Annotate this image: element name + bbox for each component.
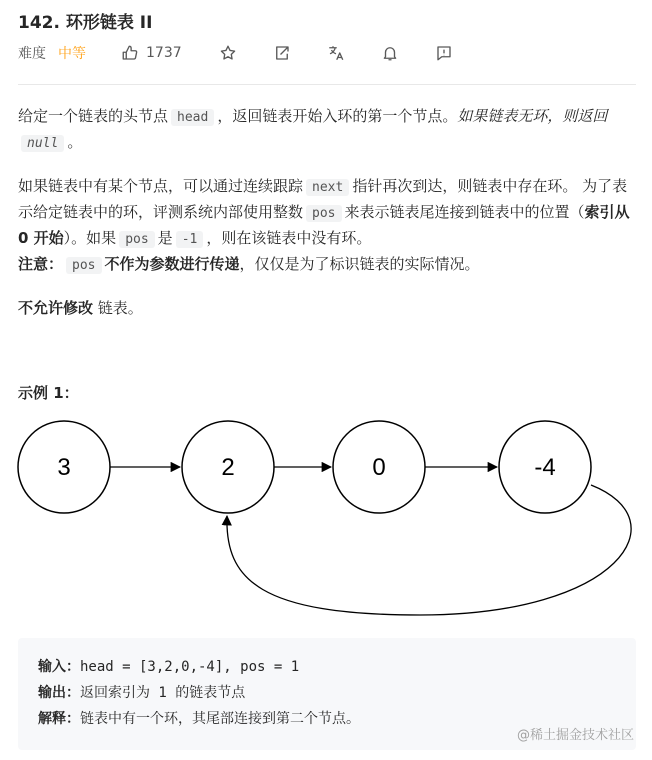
list-node [18,421,110,513]
code-minus-one: -1 [176,231,204,248]
like-count: 1737 [146,45,182,61]
code-null: null [21,135,64,152]
problem-meta [18,42,454,64]
problem-title: 142. 环形链表 II [18,13,153,33]
example-explain-line: 解释：链表中有一个环，其尾部连接到第二个节点。 [38,711,360,727]
description-paragraph-1: 给定一个链表的头节点 head ，返回链表开始入环的第一个节点。如果链表无环，则返回null 。 [18,107,608,151]
node-value: 3 [57,454,71,481]
share-icon[interactable] [272,43,292,63]
node-value: 0 [372,454,386,481]
description-paragraph-2: 如果链表中有某个节点，可以通过连续跟踪 next 指针再次到达，则链表中存在环。 为了表示给定链表中的环，评测系统内部使用整数 pos 来表示链表尾连接到链表中的位置（索引从 0 开始）。如果 pos 是 -1 ，则在该链表中没有环。 注意： pos 不作为参数进行传递，仅仅是为了标识链表的实际情况。 [18,177,630,273]
feedback-icon[interactable] [434,43,454,63]
list-node [333,421,425,513]
example-output-line: 输出：返回索引为 1 的链表节点 [38,685,246,701]
node-value: 2 [221,454,235,481]
example-input-line: 输入：head = [3,2,0,-4], pos = 1 [38,659,300,675]
difficulty-badge: 中等 [58,46,86,62]
list-node [182,421,274,513]
thumbs-up-icon[interactable] [120,43,140,63]
star-icon[interactable] [218,43,238,63]
description-paragraph-3: 不允许修改 链表。 [18,299,143,317]
node-value: -4 [534,454,556,481]
code-next: next [306,179,349,196]
linked-list-diagram [0,410,652,630]
code-head: head [171,109,214,126]
translate-icon[interactable] [326,43,346,63]
code-pos: pos [66,257,101,274]
difficulty-label: 难度 [18,46,46,62]
example-title: 示例 1： [18,384,79,402]
list-node [499,421,591,513]
watermark: @稀土掘金技术社区 [516,728,634,743]
code-pos: pos [119,231,154,248]
header-divider [18,84,636,85]
bell-icon[interactable] [380,43,400,63]
code-pos: pos [306,205,341,222]
